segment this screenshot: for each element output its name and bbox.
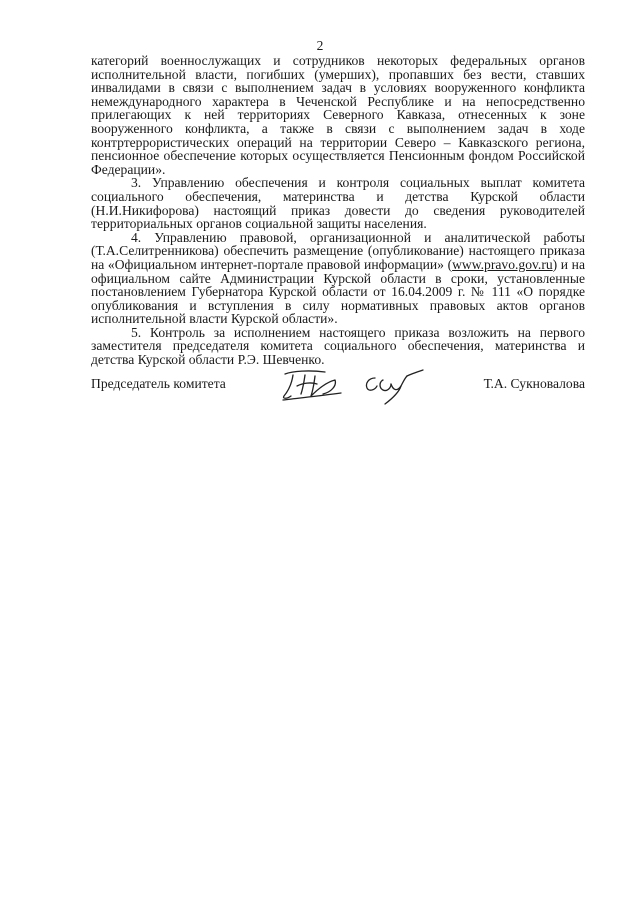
paragraph-3: 3. Управлению обеспечения и контроля социальных выплат комитета социального обеспечения, материнства и детства Курской области (Н.И.Никифорова) настоящий приказ довести до сведения руководителей территориальных органов социальной защиты населения. — [91, 175, 585, 232]
signatory-name: Т.А. Сукновалова — [483, 376, 585, 391]
paragraph-continuation: категорий военнослужащих и сотрудников некоторых федеральных органов исполнительной власти, погибших (умерших), пропавших без вести, ставших инвалидами в связи с выполнением задач в условиях вооруженного конфликта немеждународного характера в Чеченской Республике и на непосредственно прилегающих к ней территориях Северного Кавказа, отнесенных к зоне вооруженного конфликта, а также в связи с выполнением задач в ходе контртеррористических операций на территории Северо – Кавказского региона, пенсионное обеспечение которых осуществляется Пенсионным фондом Российской Федерации». — [91, 53, 585, 177]
paragraph-4-text-end: ) и на официальном сайте Администрации Курской области в сроки, установленные постановлением Губернатора Курской области от 16.04.2009 г. № 111 «О порядке опубликования и вступления в силу нормативных правовых актов органов исполнительной власти Курской области». — [91, 256, 585, 327]
page-number: 2 — [316, 38, 324, 53]
signature-block — [91, 372, 585, 412]
document-body — [91, 54, 585, 367]
paragraph-4 — [91, 231, 585, 326]
paragraph-4-text-start: 4. Управлению правовой, организационной и аналитической работы (Т.А.Селитренникова) обеспечить размещение (опубликование) настоящего приказа на «Официальном интернет-портале правовой информации» ( — [91, 229, 585, 272]
handwritten-signature — [279, 366, 429, 406]
signatory-title: Председатель комитета — [91, 376, 226, 391]
paragraph-5: 5. Контроль за исполнением настоящего приказа возложить на первого заместителя председателя комитета социального обеспечения, материнства и детства Курской области Р.Э. Шевченко. — [91, 324, 585, 368]
pravo-gov-link[interactable]: www.pravo.gov.ru — [452, 256, 553, 272]
